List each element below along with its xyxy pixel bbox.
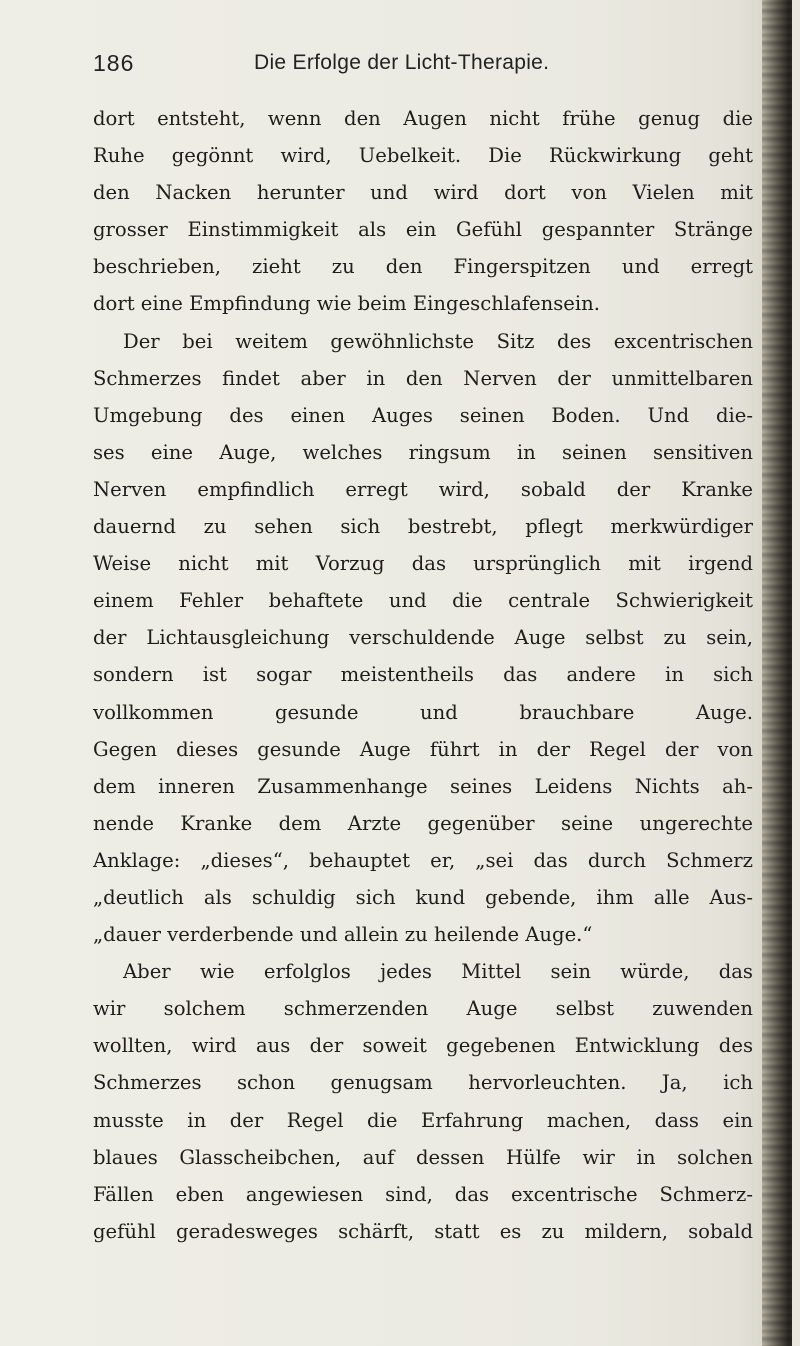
text-line: Aber wie erfolglos jedes Mittel sein würde, das [123, 960, 753, 984]
text-line: Schmerzes schon genugsam hervorleuchten. Ja, ich [93, 1071, 753, 1095]
text-line: Schmerzes findet aber in den Nerven der unmittelbaren [93, 366, 753, 390]
text-line: ses eine Auge, welches ringsum in seinen sensitiven [93, 440, 753, 464]
text-line: dem inneren Zusammenhange seines Leidens Nichts ah- [93, 774, 753, 798]
text-line: wollten, wird aus der soweit gegebenen Entwicklung des [93, 1034, 753, 1058]
text-line: „deutlich als schuldig sich kund gebende, ihm alle Aus- [93, 885, 753, 909]
text-line: musste in der Regel die Erfahrung machen, dass ein [93, 1108, 753, 1132]
text-line: einem Fehler behaftete und die centrale Schwierigkeit [93, 589, 753, 613]
text-line: Ruhe gegönnt wird, Uebelkeit. Die Rückwirkung geht [93, 144, 753, 168]
book-spine-edge [762, 0, 800, 1346]
page-header [93, 50, 753, 84]
text-line: Der bei weitem gewöhnlichste Sitz des excentrischen [123, 329, 753, 353]
text-line: der Lichtausgleichung verschuldende Auge selbst zu sein, [93, 626, 753, 650]
text-line: gefühl geradesweges schärft, statt es zu mildern, sobald [93, 1219, 753, 1243]
text-line: blaues Glasscheibchen, auf dessen Hülfe wir in solchen [93, 1145, 753, 1169]
text-line: Gegen dieses gesunde Auge führt in der Regel der von [93, 737, 753, 761]
page-number: 186 [93, 50, 135, 76]
text-line: grosser Einstimmigkeit als ein Gefühl gespannter Stränge [93, 218, 753, 242]
body-text [93, 100, 753, 1250]
text-line: dort entsteht, wenn den Augen nicht frühe genug die [93, 107, 753, 130]
text-line: „dauer verderbende und allein zu heilende Auge.“ [93, 923, 593, 947]
text-line: Nerven empfindlich erregt wird, sobald der Kranke [93, 477, 753, 501]
text-line: Fällen eben angewiesen sind, das excentrische Schmerz- [93, 1182, 753, 1206]
text-line: Anklage: „dieses“, behauptet er, „sei das durch Schmerz [93, 848, 753, 872]
text-line: beschrieben, zieht zu den Fingerspitzen und erregt [93, 255, 753, 279]
text-line: den Nacken herunter und wird dort von Vielen mit [93, 181, 753, 205]
text-line: Weise nicht mit Vorzug das ursprünglich mit irgend [93, 552, 753, 576]
text-line: wir solchem schmerzenden Auge selbst zuwenden [93, 997, 753, 1021]
text-line: Umgebung des einen Auges seinen Boden. Und die- [93, 403, 753, 427]
text-line: dauernd zu sehen sich bestrebt, pflegt merkwürdiger [93, 515, 753, 539]
text-line: vollkommen gesunde und brauchbare Auge. [93, 700, 753, 724]
text-line: nende Kranke dem Arzte gegenüber seine ungerechte [93, 811, 753, 835]
text-line: sondern ist sogar meistentheils das andere in sich [93, 663, 753, 687]
running-head: Die Erfolge der Licht-Therapie. [254, 51, 550, 74]
text-line: dort eine Empfindung wie beim Eingeschlafensein. [93, 292, 601, 316]
